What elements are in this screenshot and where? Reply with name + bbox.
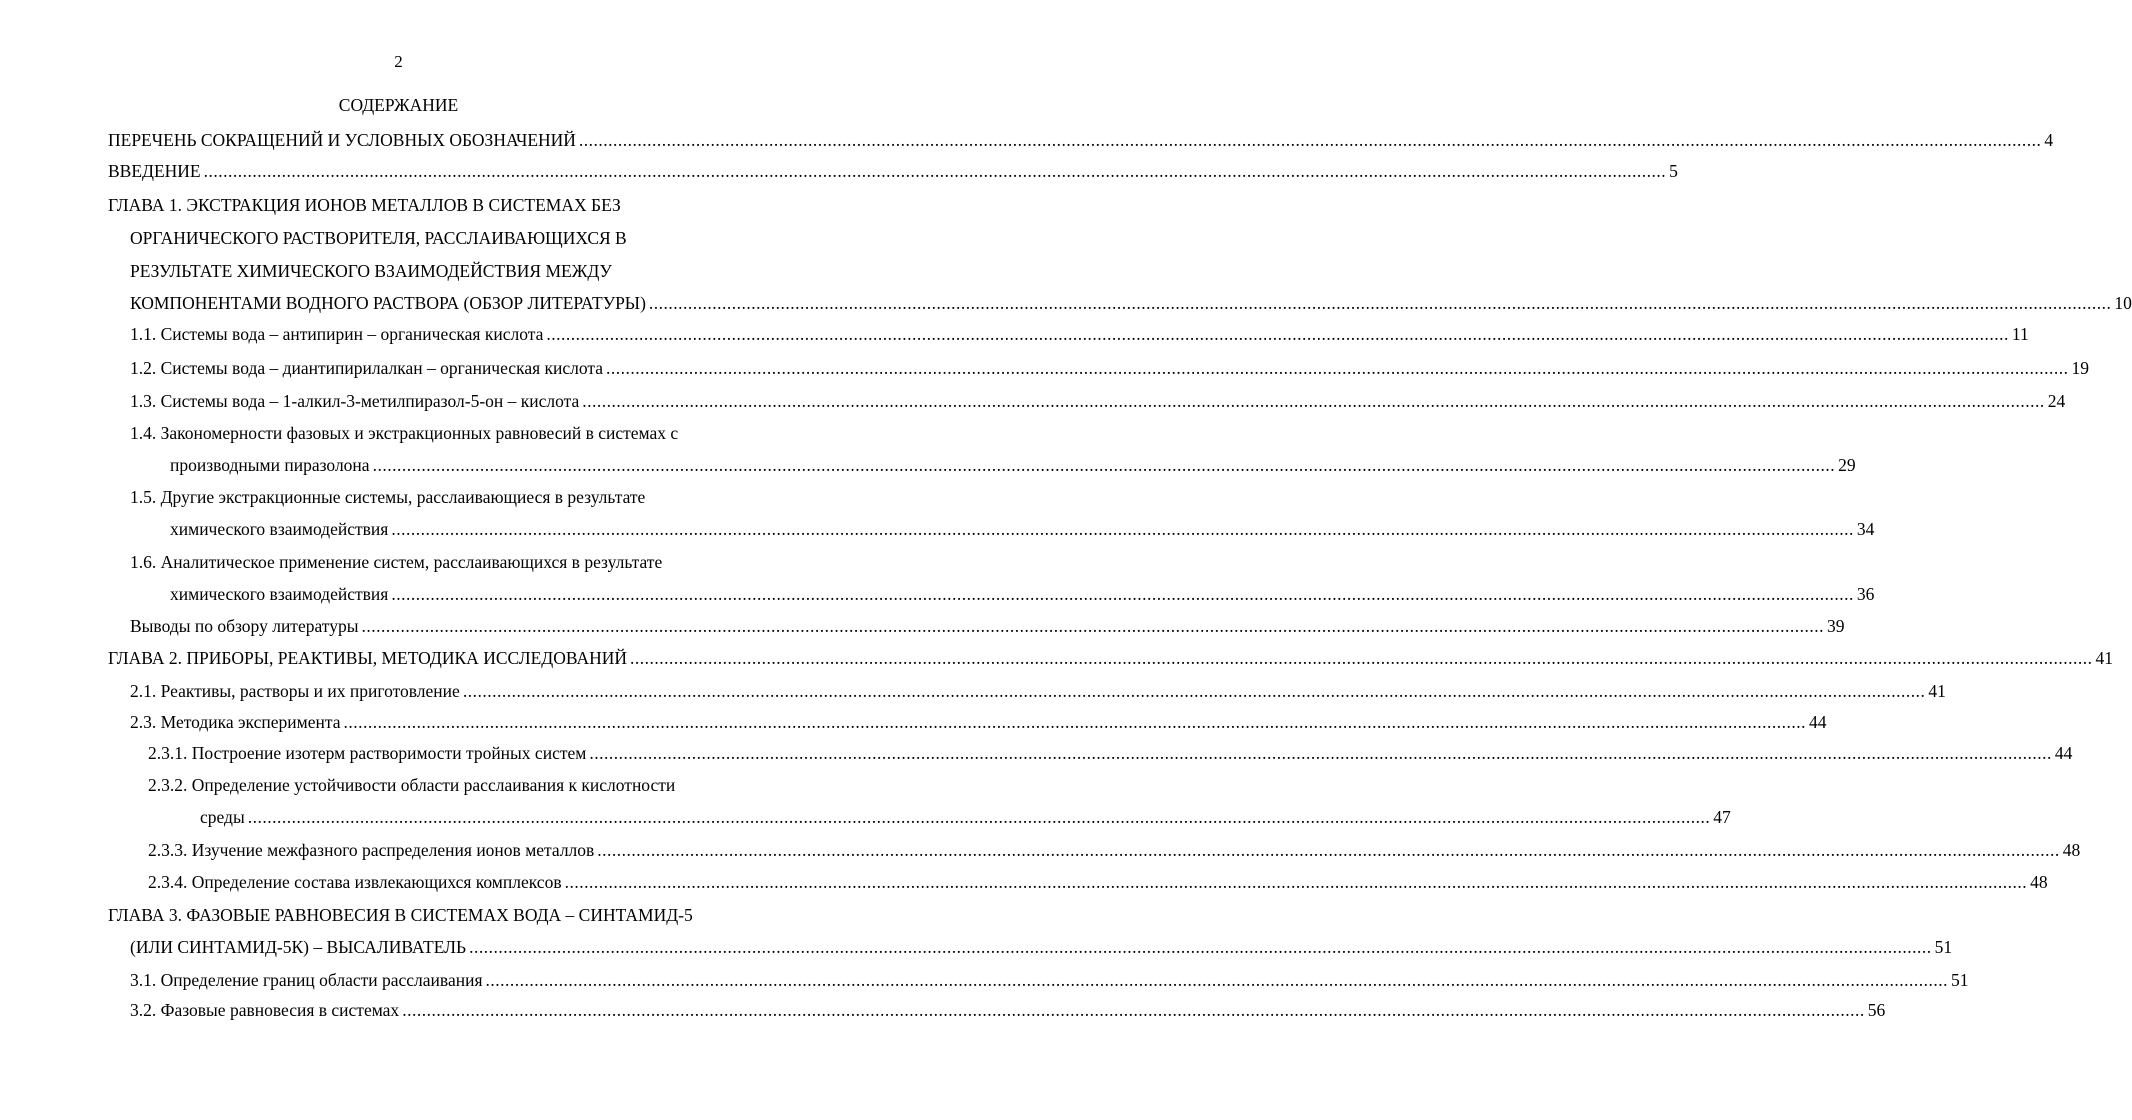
toc-leader-dots: ............................................................................................................................................................................................................................................................................................................: [606, 358, 2069, 378]
toc-entry[interactable]: [170, 517, 1875, 541]
toc-line: [0, 453, 1856, 477]
toc-leader-dots: ............................................................................................................................................................................................................................................................................................................: [582, 391, 2045, 411]
toc-entry[interactable]: [108, 159, 1678, 183]
toc-page-number: 36: [1856, 584, 1875, 604]
toc-entry-text: 2.3.4. Определение состава извлекающихся комплексов: [148, 872, 562, 892]
page-title: СОДЕРЖАНИЕ: [338, 95, 459, 115]
toc-page-number: 5: [1669, 161, 1678, 181]
toc-leader-dots: ............................................................................................................................................................................................................................................................................................................: [203, 161, 1667, 181]
toc-line: [0, 517, 1875, 541]
toc-entry[interactable]: [200, 805, 1731, 829]
toc-page-number: 29: [1838, 455, 1856, 475]
toc-line: [0, 128, 2054, 152]
toc-entry[interactable]: [170, 453, 1856, 477]
toc-entry[interactable]: [130, 356, 2090, 380]
toc-entry-text: (ИЛИ СИНТАМИД-5К) – ВЫСАЛИВАТЕЛЬ: [130, 937, 467, 957]
toc-line: [0, 322, 2029, 346]
toc-leader-dots: ............................................................................................................................................................................................................................................................................................................: [361, 616, 1824, 636]
toc-entry-text: ГЛАВА 3. ФАЗОВЫЕ РАВНОВЕСИЯ В СИСТЕМАХ ВОДА – СИНТАМИД-5: [108, 905, 693, 925]
toc-entry[interactable]: [170, 582, 1875, 606]
toc-page-number: 41: [2095, 648, 2113, 668]
toc-entry-text: ГЛАВА 1. ЭКСТРАКЦИЯ ИОНОВ МЕТАЛЛОВ В СИСТЕМАХ БЕЗ: [108, 195, 621, 215]
toc-leader-dots: ............................................................................................................................................................................................................................................................................................................: [597, 840, 2060, 860]
toc-entry-text: 1.6. Аналитическое применение систем, расслаивающихся в результате: [130, 552, 663, 572]
toc-page-number: 48: [2030, 872, 2048, 892]
toc-entry-text: среды: [200, 807, 245, 827]
toc-entry-text: КОМПОНЕНТАМИ ВОДНОГО РАСТВОРА (ОБЗОР ЛИТЕРАТУРЫ): [130, 293, 646, 313]
toc-entry[interactable]: [130, 935, 1953, 959]
toc-line: [0, 679, 1946, 703]
toc-entry-text: 2.3.3. Изучение межфазного распределения ионов металлов: [148, 840, 595, 860]
toc-line: [0, 998, 1886, 1022]
toc-line: [0, 226, 797, 250]
toc-leader-dots: ............................................................................................................................................................................................................................................................................................................: [372, 455, 1836, 475]
toc-line: [0, 773, 797, 797]
toc-leader-dots: ............................................................................................................................................................................................................................................................................................................: [402, 1000, 1865, 1020]
toc-line: [0, 485, 797, 509]
toc-line: [0, 421, 797, 445]
toc-line: [0, 870, 2048, 894]
toc-entry[interactable]: [130, 322, 2029, 346]
toc-page-number: 44: [1808, 712, 1827, 732]
page-number: 2: [394, 52, 403, 71]
toc-entry-text: РЕЗУЛЬТАТЕ ХИМИЧЕСКОГО ВЗАИМОДЕЙСТВИЯ МЕЖДУ: [130, 261, 612, 281]
toc-entry[interactable]: [130, 614, 1845, 638]
toc-leader-dots: ............................................................................................................................................................................................................................................................................................................: [589, 743, 2052, 763]
toc-line: [0, 805, 1731, 829]
toc-entry[interactable]: [108, 128, 2054, 152]
toc-entry-text: ПЕРЕЧЕНЬ СОКРАЩЕНИЙ И УСЛОВНЫХ ОБОЗНАЧЕНИЙ: [108, 130, 576, 150]
toc-leader-dots: ............................................................................................................................................................................................................................................................................................................: [564, 872, 2028, 892]
toc-entry-text: ВВЕДЕНИЕ: [108, 161, 201, 181]
toc-line: [0, 193, 797, 217]
toc-entry-text: 3.2. Фазовые равновесия в системах: [130, 1000, 400, 1020]
toc-entry-text: 2.3. Методика эксперимента: [130, 712, 341, 732]
toc-line: [0, 389, 2066, 413]
toc-entry-text: 1.2. Системы вода – диантипирилалкан – органическая кислота: [130, 358, 604, 378]
toc-page-number: 51: [1934, 937, 1953, 957]
toc-entry[interactable]: [130, 710, 1827, 734]
toc-entry[interactable]: [130, 389, 2066, 413]
toc-leader-dots: ............................................................................................................................................................................................................................................................................................................: [546, 324, 2009, 344]
toc-entry-text: Выводы по обзору литературы: [130, 616, 359, 636]
toc-entry[interactable]: [130, 291, 2132, 315]
toc-entry[interactable]: [130, 998, 1886, 1022]
toc-leader-dots: ............................................................................................................................................................................................................................................................................................................: [462, 681, 1926, 701]
toc-line: [0, 159, 1678, 183]
toc-leader-dots: ............................................................................................................................................................................................................................................................................................................: [343, 712, 1806, 732]
toc-page-number: 34: [1856, 519, 1875, 539]
toc-page-number: 51: [1951, 970, 1969, 990]
toc-entry-text: ГЛАВА 2. ПРИБОРЫ, РЕАКТИВЫ, МЕТОДИКА ИССЛЕДОВАНИЙ: [108, 648, 627, 668]
toc-entry-text: 1.4. Закономерности фазовых и экстракционных равновесий в системах с: [130, 423, 679, 443]
toc-page-number: 4: [2044, 130, 2054, 150]
toc-line: [0, 614, 1845, 638]
toc-page-number: 47: [1713, 807, 1731, 827]
toc-page-number: 19: [2071, 358, 2090, 378]
toc-entry-text: химического взаимодействия: [170, 519, 389, 539]
toc-line: [0, 550, 797, 574]
toc-line: [0, 710, 1827, 734]
toc-line: [0, 741, 2073, 765]
toc-entry-text: 1.5. Другие экстракционные системы, расслаивающиеся в результате: [130, 487, 646, 507]
toc-line: [0, 968, 1969, 992]
toc-page-number: 41: [1928, 681, 1946, 701]
toc-page-number: 10: [2114, 293, 2132, 313]
toc-leader-dots: ............................................................................................................................................................................................................................................................................................................: [247, 807, 1711, 827]
toc-line: [0, 935, 1953, 959]
toc-entry-text: 2.1. Реактивы, растворы и их приготовление: [130, 681, 460, 701]
toc-entry[interactable]: [148, 838, 2081, 862]
toc-entry-text: 2.3.2. Определение устойчивости области расслаивания к кислотности: [148, 775, 676, 795]
toc-entry-text: 1.1. Системы вода – антипирин – органическая кислота: [130, 324, 544, 344]
toc-line: [0, 646, 2113, 670]
toc-entry-text: 1.3. Системы вода – 1-алкил-3-метилпиразол-5-он – кислота: [130, 391, 580, 411]
toc-leader-dots: ............................................................................................................................................................................................................................................................................................................: [630, 648, 2093, 668]
toc-line: [0, 838, 2081, 862]
toc-entry[interactable]: [108, 646, 2113, 670]
toc-leader-dots: ............................................................................................................................................................................................................................................................................................................: [391, 519, 1854, 539]
toc-line: [0, 259, 797, 283]
toc-entry-text: 3.1. Определение границ области расслаивания: [130, 970, 483, 990]
toc-entry-text: 2.3.1. Построение изотерм растворимости тройных систем: [148, 743, 587, 763]
toc-page-number: 24: [2047, 391, 2066, 411]
toc-page-number: 56: [1867, 1000, 1886, 1020]
toc-entry[interactable]: [148, 870, 2048, 894]
toc-entry-text: химического взаимодействия: [170, 584, 389, 604]
toc-line: [0, 903, 797, 927]
toc-entry-text: ОРГАНИЧЕСКОГО РАСТВОРИТЕЛЯ, РАССЛАИВАЮЩИХСЯ В: [130, 228, 627, 248]
toc-leader-dots: ............................................................................................................................................................................................................................................................................................................: [578, 130, 2042, 150]
toc-page-number: 48: [2062, 840, 2081, 860]
toc-page-number: 39: [1826, 616, 1845, 636]
toc-entry-text: производными пиразолона: [170, 455, 370, 475]
toc-page-number: 11: [2011, 324, 2029, 344]
toc-line: [0, 356, 2090, 380]
toc-leader-dots: ............................................................................................................................................................................................................................................................................................................: [648, 293, 2112, 313]
toc-line: [0, 582, 1875, 606]
toc-page-number: 44: [2054, 743, 2073, 763]
toc-leader-dots: ............................................................................................................................................................................................................................................................................................................: [469, 937, 1932, 957]
toc-line: [0, 291, 2132, 315]
toc-entry[interactable]: [130, 679, 1946, 703]
toc-entry[interactable]: [148, 741, 2073, 765]
toc-entry[interactable]: [130, 968, 1969, 992]
toc-leader-dots: ............................................................................................................................................................................................................................................................................................................: [485, 970, 1948, 990]
toc-leader-dots: ............................................................................................................................................................................................................................................................................................................: [391, 584, 1854, 604]
